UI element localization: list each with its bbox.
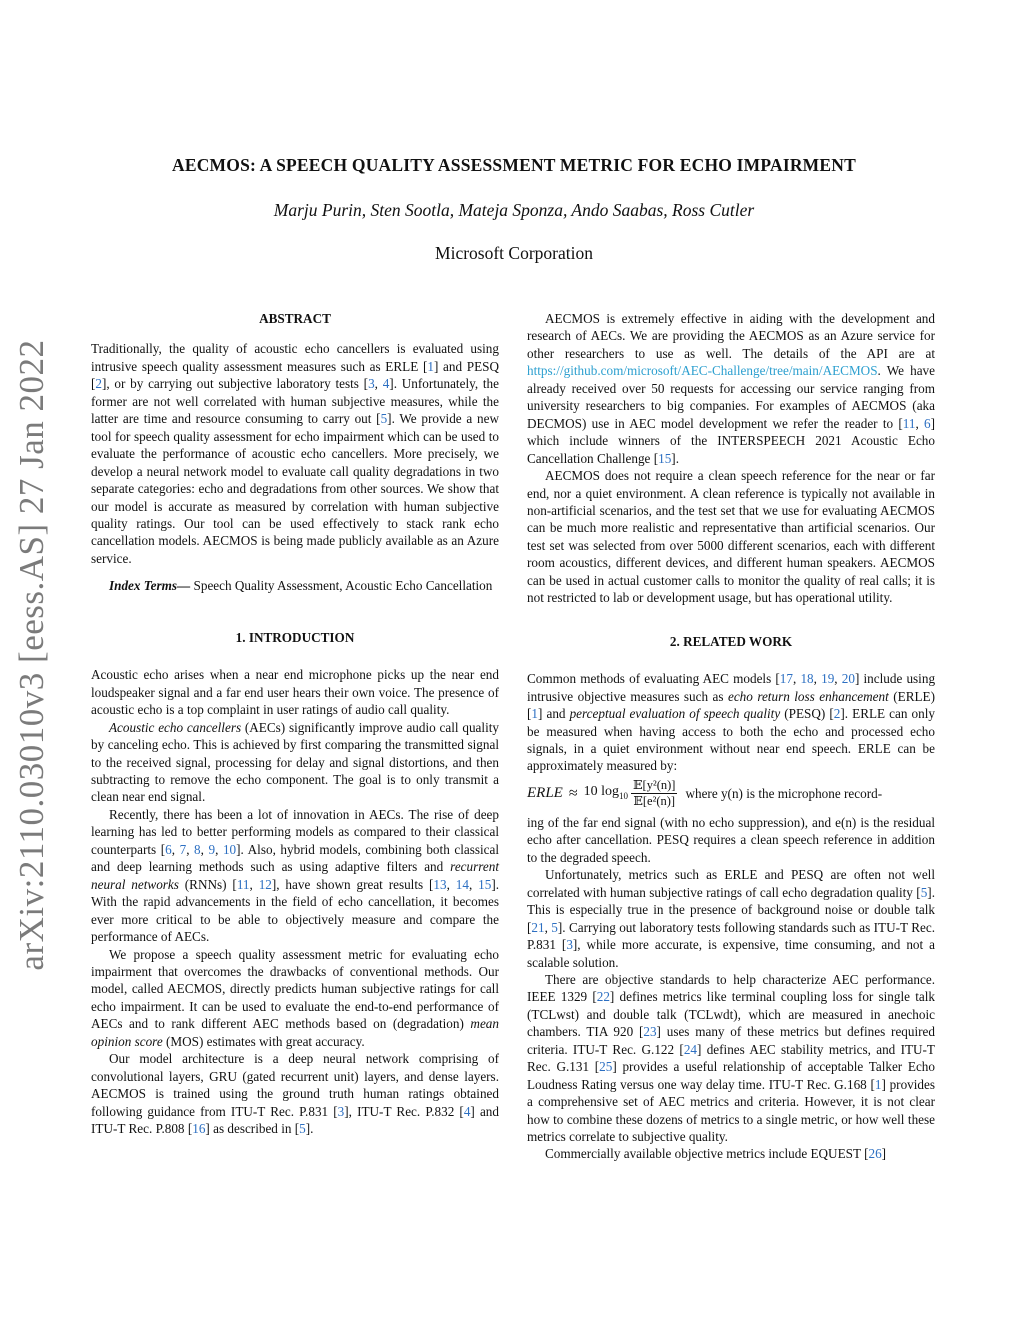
citation-link[interactable]: 1 (531, 706, 538, 722)
related-paragraph-2: Unfortunately, metrics such as ERLE and PESQ are often not well correlated with human subjective ratings of call echo degradation quality [5]. This is especially true in the presence of background noise or double talk [21, 5]. Carrying out laboratory tests following standards such as ITU-T Rec. P.831 [3], while more accurate, is expensive, time consuming, and not a scalable solution. (527, 867, 936, 970)
citation-link[interactable]: 9 (208, 841, 216, 857)
fraction-denominator: 𝔼[e²(n)] (633, 794, 676, 809)
citation-link[interactable]: 2 (95, 376, 102, 392)
introduction-heading: 1. INTRODUCTION (235, 629, 355, 645)
arxiv-identifier: arXiv:2110.03010v3 [eess.AS] 27 Jan 2022 (12, 339, 51, 971)
citation-link[interactable]: 11 (236, 876, 250, 892)
fraction-numerator: 𝔼[y²(n)] (633, 778, 676, 793)
citation-link[interactable]: 1 (427, 358, 434, 374)
index-terms-label: Index Terms— (109, 578, 191, 594)
equation-fraction (631, 778, 677, 809)
citation-link[interactable]: 3 (368, 376, 375, 392)
equation-trailing-text: where y(n) is the microphone record- (685, 786, 883, 802)
intro-paragraph-2: Acoustic echo cancellers (AECs) significantly improve audio call quality by canceling echo. This is achieved by first comparing the transmitted signal to the received signal, processing for delay and signal distortions, and then subtracting to remove the echo component. The goal is to only transmit a clean near end signal. (91, 719, 499, 805)
citation-link[interactable]: 3 (337, 1103, 345, 1119)
citation-link[interactable]: 10 (222, 841, 237, 857)
citation-link[interactable]: 26 (868, 1146, 882, 1162)
related-paragraph-4: Commercially available objective metrics include EQUEST [26] (545, 1146, 887, 1162)
citation-link[interactable]: 6 (165, 841, 172, 857)
erle-equation (527, 776, 935, 812)
citation-link[interactable]: 3 (566, 937, 573, 953)
arxiv-side-stamp (12, 339, 52, 971)
citation-link[interactable]: 7 (179, 841, 187, 857)
aecmos-api-link[interactable]: https://github.com/microsoft/AEC-Challenge/tree/main/AECMOS (527, 363, 878, 379)
abstract-heading: ABSTRACT (259, 311, 331, 326)
index-terms: Index Terms— Speech Quality Assessment, Acoustic Echo Cancellation (109, 578, 493, 594)
abstract-paragraph: Traditionally, the quality of acoustic echo cancellers is evaluated using intrusive speech quality assessment measures such as ERLE [1] and PESQ [2], or by carrying out subjective laboratory tests [3, 4]. Unfortunately, the former are not well correlated with human subjective measures, while the latter are time and resource consuming to carry out [5]. We provide a new tool for speech quality assessment for echo impairment which can be used to evaluate the performance of acoustic echo cancellers. More precisely, we develop a neural network model to evaluate call quality degradations in two separate categories: echo and degradations from other sources. We show that our model is accurate as measured by correlation with human subjective quality ratings. Our tool can be used effectively to stack rank echo cancellation models. AECMOS is being made publicly available as an Azure service. (91, 341, 499, 566)
approx-symbol: ≈ (568, 785, 578, 803)
citation-link[interactable]: 25 (599, 1059, 613, 1075)
citation-link[interactable]: 5 (920, 884, 928, 900)
citation-link[interactable]: 16 (192, 1121, 206, 1137)
citation-link[interactable]: 2 (833, 706, 841, 722)
right-paragraph-2: AECMOS does not require a clean speech reference for the near or far end, nor a quiet environment. A clean reference is typically not available in non-artificial scenarios, and the test set that we use for evaluating AECMOS can be much more realistic and representative than artificial scenarios. Our test set was selected from over 5000 different scenarios, each with different room acoustics, different devices, and different human speakers. AECMOS can be used in actual customer calls to monitor the quality of real calls; it is not restricted to lab or development usage, but has operational utility. (527, 468, 935, 606)
citation-link[interactable]: 23 (643, 1024, 657, 1040)
equation-lhs: ERLE (527, 785, 563, 802)
paper-authors: Marju Purin, Sten Sootla, Mateja Sponza, Ando Saabas, Ross Cutler (273, 200, 755, 220)
related-paragraph-1: Common methods of evaluating AEC models [17, 18, 19, 20] include using intrusive objective measures such as echo return loss enhancement (ERLE) [1] and perceptual evaluation of speech quality (PESQ) [2]. ERLE can only be measured when having access to both the echo and processed echo signals, in a quiet environment without near end speech. ERLE can be approximately measured by: (527, 671, 936, 774)
citation-link[interactable]: 4 (382, 376, 390, 392)
citation-link[interactable]: 4 (463, 1103, 471, 1119)
paper-affiliation: Microsoft Corporation (435, 243, 593, 263)
citation-link[interactable]: 6 (924, 415, 931, 431)
citation-link[interactable]: 5 (551, 919, 558, 935)
intro-paragraph-4: We propose a speech quality assessment metric for evaluating echo impairment that overcomes the drawbacks of conventional methods. Our model, called AECMOS, directly predicts human subjective ratings for call echo impairment. It can be used to evaluate the end-to-end performance of AECs and to rank different AEC methods based on (degradation) mean opinion score (MOS) estimates with great accuracy. (91, 946, 499, 1049)
citation-link[interactable]: 12 (258, 876, 272, 892)
intro-paragraph-3: Recently, there has been a lot of innovation in AECs. The rise of deep learning has led to better performing models as compared to their classical counterparts [6, 7, 8, 9, 10]. Also, hybrid models, combining both classical and deep learning methods such as using adaptive filters and recurrent neural networks (RNNs) [11, 12], have shown great results [13, 14, 15]. With the rapid advancements in the field of echo cancellation, it becomes ever more critical to be able to objectively measure and compare the performance of AECs. (91, 806, 500, 945)
log-term: 10 $\log_{10}$ (583, 783, 629, 801)
citation-link[interactable]: 1 (874, 1076, 882, 1092)
citation-link[interactable]: 5 (299, 1121, 306, 1137)
citation-link[interactable]: 21 (531, 919, 545, 935)
paper-title: AECMOS: A SPEECH QUALITY ASSESSMENT METRIC FOR ECHO IMPAIRMENT (172, 155, 856, 175)
intro-paragraph-5: Our model architecture is a deep neural network comprising of convolutional layers, GRU (gated recurrent unit) layers, and dense layers. AECMOS is trained using the ground truth human ratings obtained following guidance from ITU-T Rec. P.831 [3], ITU-T Rec. P.832 [4] and ITU-T Rec. P.808 [16] as described in [5]. (91, 1051, 499, 1137)
citation-link[interactable]: 5 (380, 411, 388, 427)
citation-link[interactable]: 17 (779, 671, 793, 687)
citation-link[interactable]: 20 (841, 671, 855, 687)
citation-link[interactable]: 13 (433, 876, 447, 892)
citation-link[interactable]: 11 (902, 415, 916, 431)
related-paragraph-1-continued: ing of the far end signal (with no echo suppression), and e(n) is the residual echo after cancellation. PESQ requires a clean speech reference in addition to the degraded speech. (527, 814, 935, 865)
left-column (91, 310, 499, 1137)
citation-link[interactable]: 14 (455, 876, 469, 892)
citation-link[interactable]: 24 (683, 1041, 697, 1057)
citation-link[interactable]: 19 (821, 671, 835, 687)
citation-link[interactable]: 8 (194, 841, 201, 857)
related-work-heading: 2. RELATED WORK (669, 633, 793, 649)
right-column (527, 310, 935, 1163)
related-paragraph-3: There are objective standards to help characterize AEC performance. IEEE 1329 [22] defines metrics like terminal coupling loss for single talk (TCLwst) and double talk (TCLwdt), which are measured in anechoic chambers. TIA 920 [23] uses many of these metrics but defines required criteria. ITU-T Rec. G.122 [24] defines AEC stability metrics, and ITU-T Rec. G.131 [25] provides a useful relationship of acceptable Talker Echo Loudness Rating versus one way delay time. ITU-T Rec. G.168 [1] provides a comprehensive set of AEC metrics and criteria. However, it is not clear how to combine these dozens of metrics to a single metric, or how well these metrics correlate to subjective quality. (527, 971, 935, 1145)
citation-link[interactable]: 22 (596, 989, 610, 1005)
citation-link[interactable]: 18 (800, 671, 814, 687)
intro-paragraph-1: Acoustic echo arises when a near end microphone picks up the near end loudspeaker signal and a far end user hears their own voice. The presence of acoustic echo is a top complaint in user ratings of audio call quality. (91, 667, 499, 718)
citation-link[interactable]: 15 (658, 450, 672, 466)
right-paragraph-1: AECMOS is extremely effective in aiding with the development and research of AECs. We are providing the AECMOS as an Azure service for other researchers to use as well. The details of the API are at https://github.com/microsoft/AEC-Challenge/tree/main/AECMOS. We have already received over 50 requests for accessing our service ranging from university researchers to big companies. For examples of AECMOS (aka DECMOS) use in AEC model development we refer the reader to [11, 6] which include winners of the INTERSPEECH 2021 Acoustic Echo Cancellation Challenge [15]. (527, 311, 935, 466)
citation-link[interactable]: 15 (478, 876, 492, 892)
